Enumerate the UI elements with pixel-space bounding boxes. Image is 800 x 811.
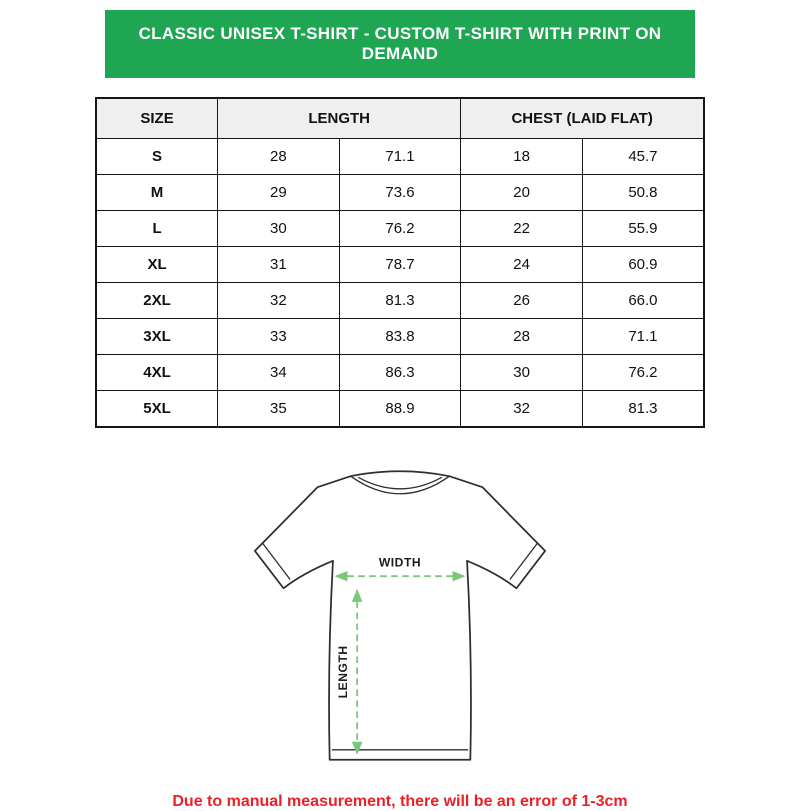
table-row: [96, 391, 704, 428]
header-chest: CHEST (LAID FLAT): [461, 98, 704, 139]
length-in-cell: 29: [218, 175, 340, 211]
length-label: LENGTH: [336, 645, 351, 699]
length-in-cell: 33: [218, 319, 340, 355]
length-in-cell: 31: [218, 247, 340, 283]
measurement-disclaimer: Due to manual measurement, there will be an error of 1-3cm: [172, 793, 628, 810]
size-cell: 2XL: [96, 283, 218, 319]
chest-cm-cell: 55.9: [582, 211, 704, 247]
table-row: [96, 355, 704, 391]
title-banner: [105, 10, 695, 78]
size-cell: XL: [96, 247, 218, 283]
table-row: [96, 247, 704, 283]
length-in-cell: 28: [218, 139, 340, 175]
chest-cm-cell: 71.1: [582, 319, 704, 355]
size-cell: 5XL: [96, 391, 218, 428]
width-label: WIDTH: [378, 555, 422, 570]
chest-in-cell: 26: [461, 283, 583, 319]
chest-cm-cell: 81.3: [582, 391, 704, 428]
length-cm-cell: 73.6: [339, 175, 461, 211]
table-row: [96, 211, 704, 247]
size-cell: L: [96, 211, 218, 247]
size-chart-table: [95, 97, 705, 428]
table-row: [96, 283, 704, 319]
size-cell: M: [96, 175, 218, 211]
length-in-cell: 34: [218, 355, 340, 391]
chest-cm-cell: 60.9: [582, 247, 704, 283]
chest-cm-cell: 50.8: [582, 175, 704, 211]
chest-in-cell: 28: [461, 319, 583, 355]
length-cm-cell: 71.1: [339, 139, 461, 175]
chest-cm-cell: 45.7: [582, 139, 704, 175]
size-cell: 4XL: [96, 355, 218, 391]
chest-in-cell: 22: [461, 211, 583, 247]
header-row: [96, 98, 704, 139]
table-row: [96, 319, 704, 355]
length-cm-cell: 83.8: [339, 319, 461, 355]
length-in-cell: 32: [218, 283, 340, 319]
chest-in-cell: 32: [461, 391, 583, 428]
size-cell: 3XL: [96, 319, 218, 355]
length-cm-cell: 86.3: [339, 355, 461, 391]
table-row: [96, 175, 704, 211]
header-size: SIZE: [96, 98, 218, 139]
length-cm-cell: 81.3: [339, 283, 461, 319]
length-cm-cell: 88.9: [339, 391, 461, 428]
tshirt-svg: [235, 452, 565, 774]
tshirt-diagram: [0, 452, 800, 779]
size-cell: S: [96, 139, 218, 175]
page-title: CLASSIC UNISEX T-SHIRT - CUSTOM T-SHIRT WITH PRINT ON DEMAND: [138, 24, 662, 63]
length-cm-cell: 76.2: [339, 211, 461, 247]
length-in-cell: 30: [218, 211, 340, 247]
chest-in-cell: 20: [461, 175, 583, 211]
chest-in-cell: 30: [461, 355, 583, 391]
length-in-cell: 35: [218, 391, 340, 428]
tshirt-outline: [255, 471, 545, 759]
chest-cm-cell: 66.0: [582, 283, 704, 319]
chest-in-cell: 24: [461, 247, 583, 283]
chest-in-cell: 18: [461, 139, 583, 175]
length-cm-cell: 78.7: [339, 247, 461, 283]
header-length: LENGTH: [218, 98, 461, 139]
table-row: [96, 139, 704, 175]
chest-cm-cell: 76.2: [582, 355, 704, 391]
